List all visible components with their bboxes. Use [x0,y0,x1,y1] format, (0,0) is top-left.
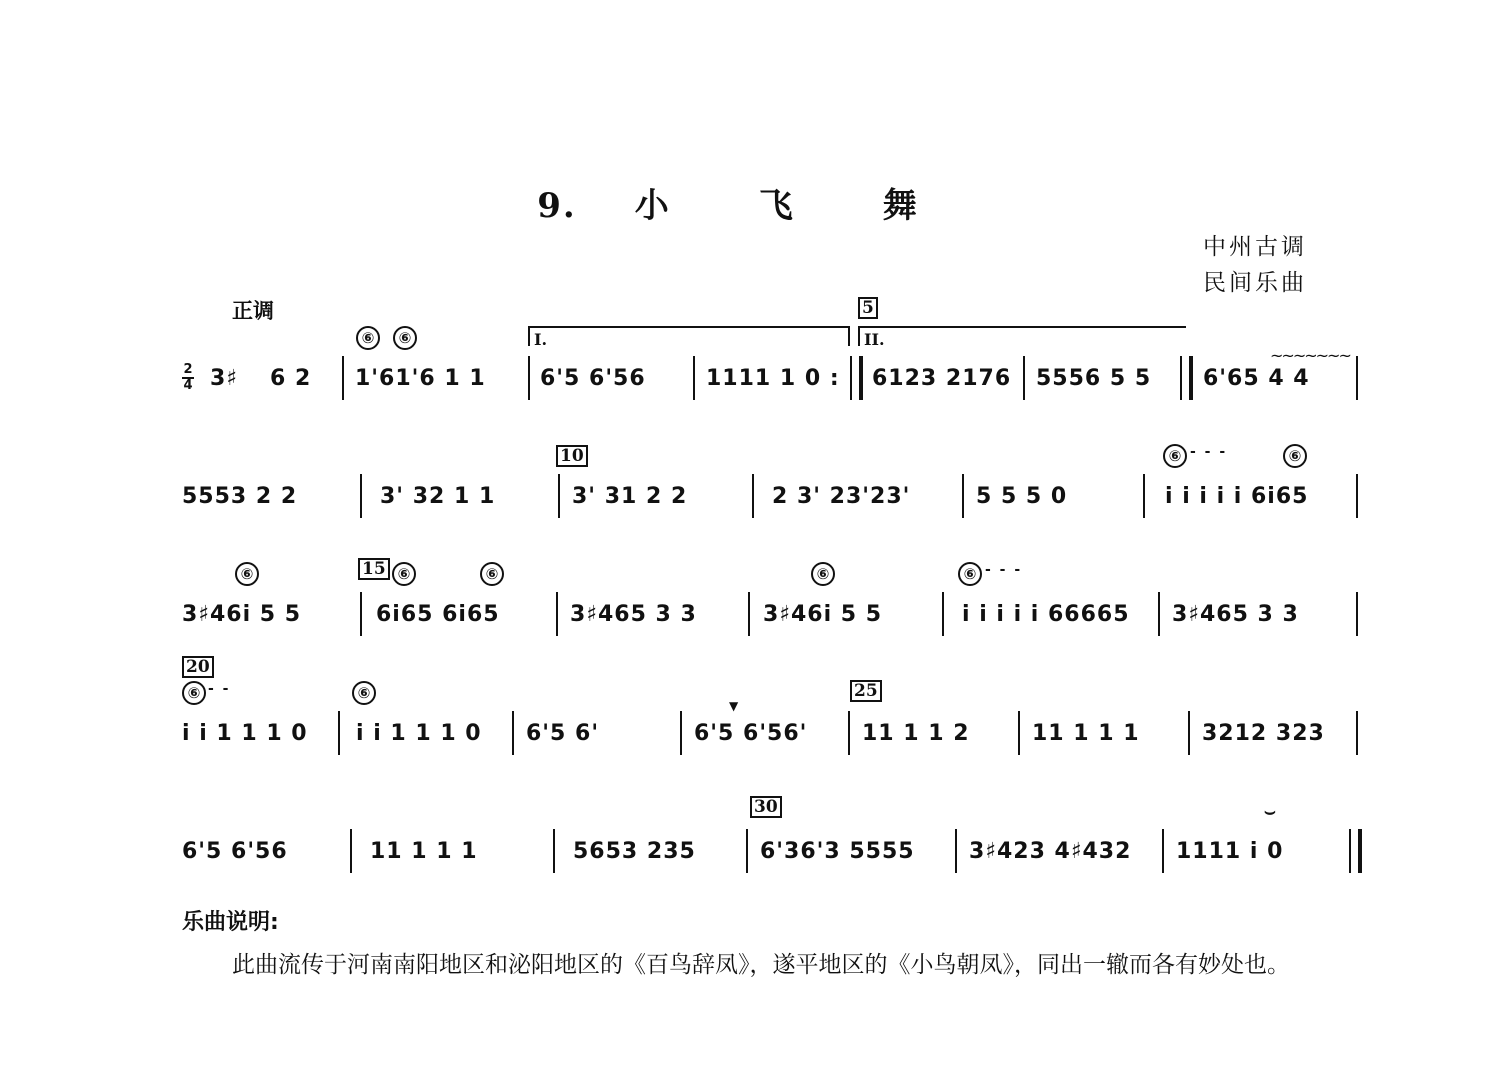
string-marker: ⑥ [1163,444,1187,468]
volta-label-2: II. [864,330,885,349]
measure-notes: i i 1 1 1 0 [182,721,308,746]
measure-notes: 6'5 6'56 [182,839,288,864]
measure-notes: 6'5 6' [526,721,600,746]
volta-tick [848,326,850,346]
measure-notes: 3' 31 2 2 [572,484,688,509]
measure-number: 15 [358,558,390,580]
barline [680,711,682,755]
barline [693,356,695,400]
title-char: 小 [634,186,671,226]
explanation-text: 此曲流传于河南南阳地区和泌阳地区的《百鸟辞凤》，遂平地区的《小鸟朝凤》，同出一辙而各有妙处也。 [232,952,1290,978]
barline [746,829,748,873]
barline [1018,711,1020,755]
barline [1023,356,1025,400]
string-marker: ⑥ [352,681,376,705]
measure-notes: 6'36'3 5555 [760,839,915,864]
barline [528,356,530,400]
final-barline [1349,829,1362,873]
measure-notes: 11 1 1 2 [862,721,970,746]
repeat-end-barline [850,356,863,400]
barline [360,592,362,636]
measure-number: 30 [750,796,782,818]
measure-notes: i i i i i 6i65 [1165,484,1309,509]
key-signature: 3♯ [210,366,238,391]
barline [1356,474,1358,518]
barline [1188,711,1190,755]
barline [558,474,560,518]
volta-bracket-2 [858,326,1186,328]
double-barline [1180,356,1193,400]
barline [350,829,352,873]
measure-number: 25 [850,680,882,702]
string-marker: ⑥ [235,562,259,586]
measure-notes: 1'61'6 1 1 [355,366,486,391]
barline [1356,356,1358,400]
credit-origin: 中州古调 [1203,234,1307,260]
string-marker: ⑥ [392,562,416,586]
barline [512,711,514,755]
barline [1356,592,1358,636]
measure-notes: 6i65 6i65 [376,602,500,627]
barline [962,474,964,518]
measure-number: 20 [182,656,214,678]
barline [342,356,344,400]
barline [748,592,750,636]
title-number: 9. [537,186,577,226]
barline [1143,474,1145,518]
barline [752,474,754,518]
measure-notes: 6 2 [270,366,312,391]
measure-notes: 1111 i 0 [1176,839,1284,864]
title-char: 舞 [882,186,919,226]
measure-notes: 3♯465 3 3 [1172,602,1299,627]
extension-dashes: - - [208,681,231,697]
extension-dashes: - - - [1190,444,1228,460]
barline [360,474,362,518]
barline [848,711,850,755]
measure-number: 5 [858,297,878,319]
measure-notes: 3♯46i 5 5 [182,602,302,627]
string-marker: ⑥ [182,681,206,705]
measure-notes: 6'65 4 4 [1203,366,1310,391]
measure-notes: 3♯423 4♯432 [969,839,1132,864]
accent-mark: ▼ [729,699,739,713]
time-signature-bottom: 4 [183,378,193,393]
measure-notes: 6123 2176 [872,366,1012,391]
measure-notes: 3♯465 3 3 [570,602,697,627]
tuning-mode: 正调 [232,298,274,323]
barline [338,711,340,755]
volta-label-1: I. [534,330,548,349]
measure-notes: i i 1 1 1 0 [356,721,482,746]
measure-notes: 1111 1 0 : [706,366,840,391]
measure-notes: 5553 2 2 [182,484,298,509]
extension-dashes: - - - [985,562,1023,578]
barline [1356,711,1358,755]
title-char: 飞 [758,186,795,226]
measure-notes: i i i i i 66665 [962,602,1130,627]
barline [556,592,558,636]
measure-notes: 6'5 6'56' [694,721,808,746]
barline [1162,829,1164,873]
barline [1158,592,1160,636]
volta-tick [528,326,530,346]
trill-mark: ~~~~~~~ [1270,346,1350,365]
measure-notes: 11 1 1 1 [370,839,478,864]
barline [942,592,944,636]
measure-notes: 3♯46i 5 5 [763,602,883,627]
measure-notes: 5653 235 [573,839,696,864]
measure-notes: 11 1 1 1 [1032,721,1140,746]
credit-genre: 民间乐曲 [1203,270,1307,296]
measure-notes: 2 3' 23'23' [772,484,911,509]
measure-notes: 6'5 6'56 [540,366,646,391]
volta-bracket-1 [528,326,850,328]
string-marker: ⑥ [356,326,380,350]
explanation-heading: 乐曲说明: [182,910,279,935]
measure-notes: 3' 32 1 1 [380,484,496,509]
string-marker: ⑥ [958,562,982,586]
measure-notes: 5556 5 5 [1036,366,1152,391]
string-marker: ⑥ [811,562,835,586]
volta-tick [858,326,860,346]
barline [553,829,555,873]
string-marker: ⑥ [480,562,504,586]
page-title [0,178,1500,227]
time-signature [182,364,194,392]
barline [955,829,957,873]
measure-notes: 3212 323 [1202,721,1325,746]
fermata-mark: ⌣ [1264,801,1276,822]
string-marker: ⑥ [393,326,417,350]
string-marker: ⑥ [1283,444,1307,468]
measure-number: 10 [556,445,588,467]
measure-notes: 5 5 5 0 [976,484,1068,509]
time-signature-top: 2 [183,362,193,377]
